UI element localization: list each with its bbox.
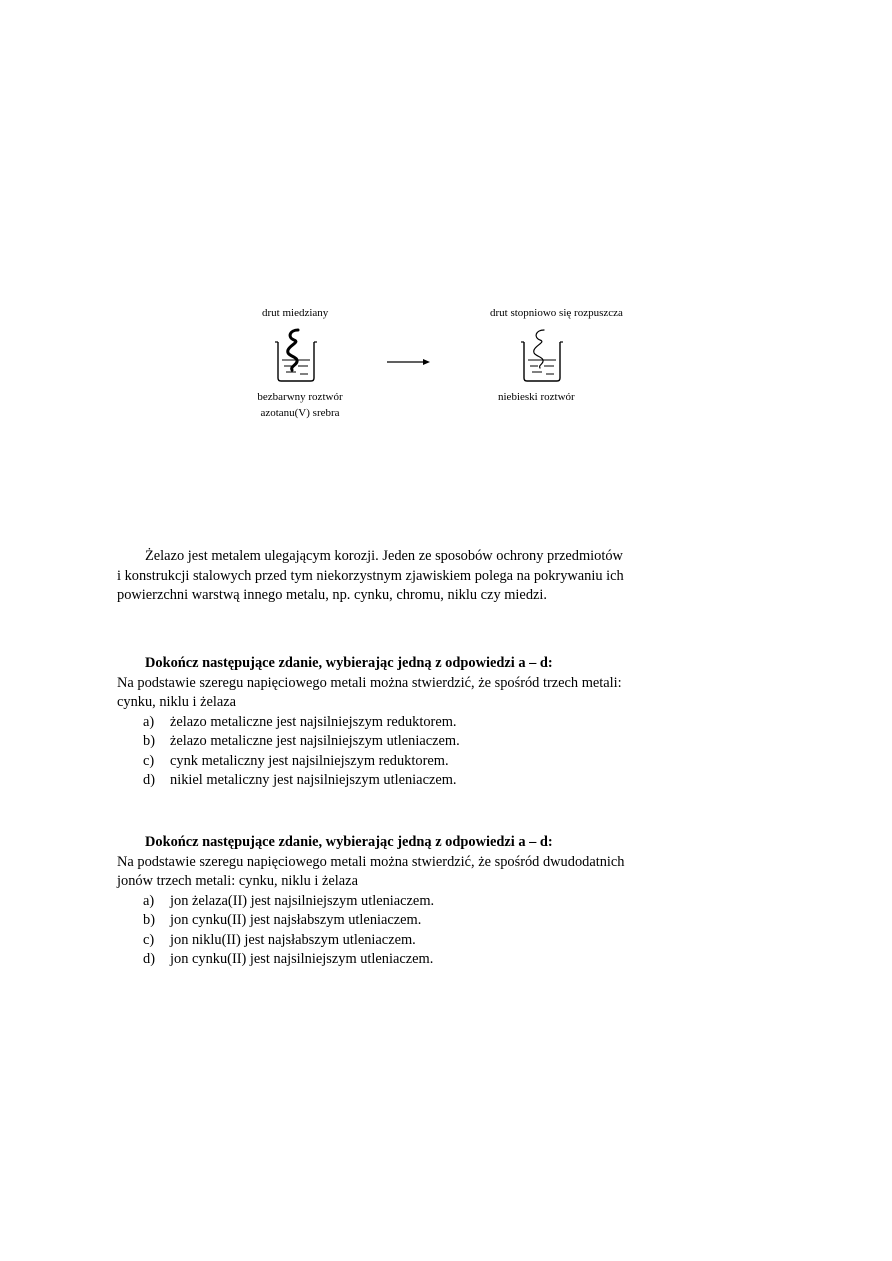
question-1-stem: Na podstawie szeregu napięciowego metali można stwierdzić, że spośród trzech metali: cynku, niklu i żelaza — [117, 674, 622, 710]
question-2-option-c: c) jon niklu(II) jest najsłabszym utleniaczem. — [143, 931, 416, 948]
right-beaker-dissolving-wire — [516, 326, 568, 384]
question-2 — [117, 833, 629, 970]
question-2-option-b: b) jon cynku(II) jest najsłabszym utleniaczem. — [143, 912, 422, 928]
question-2-instruction: Dokończ następujące zdanie, wybierając jedną z odpowiedzi a – d: — [145, 834, 553, 850]
question-1-option-b: b) żelazo metaliczne jest najsilniejszym utleniaczem. — [143, 733, 460, 749]
wire-dissolving-label: drut stopniowo się rozpuszcza — [490, 307, 623, 319]
question-1-instruction: Dokończ następujące zdanie, wybierając jedną z odpowiedzi a – d: — [145, 655, 553, 671]
question-1-option-a: a) żelazo metaliczne jest najsilniejszym reduktorem. — [143, 713, 457, 730]
question-2-options — [117, 892, 629, 970]
left-beaker-with-copper-wire — [270, 326, 322, 384]
question-1-options — [117, 713, 629, 791]
reaction-arrow — [387, 357, 433, 367]
intro-paragraph: Żelazo jest metalem ulegającym korozji. Jeden ze sposobów ochrony przedmiotów i konstrukcji stalowych przed tym niekorzystnym zjawiskiem polega na pokrywaniu ich powierzchni warstwą innego metalu, np. cynku, chromu, niklu czy miedzi. — [117, 548, 624, 603]
question-1 — [117, 654, 629, 791]
copper-wire-label: drut miedziany — [262, 307, 329, 319]
question-2-option-a: a) jon żelaza(II) jest najsilniejszym utleniaczem. — [143, 892, 435, 909]
question-1-option-d: d) nikiel metaliczny jest najsilniejszym utleniaczem. — [143, 772, 457, 788]
colorless-solution-label: bezbarwny roztwór azotanu(V) srebra — [257, 391, 343, 419]
question-2-stem: Na podstawie szeregu napięciowego metali można stwierdzić, że spośród dwudodatnich jonów trzech metali: cynku, niklu i żelaza — [117, 853, 625, 889]
blue-solution-label: niebieski roztwór — [498, 391, 575, 403]
question-1-option-c: c) cynk metaliczny jest najsilniejszym reduktorem. — [143, 752, 449, 769]
question-2-option-d: d) jon cynku(II) jest najsilniejszym utleniaczem. — [143, 951, 434, 967]
